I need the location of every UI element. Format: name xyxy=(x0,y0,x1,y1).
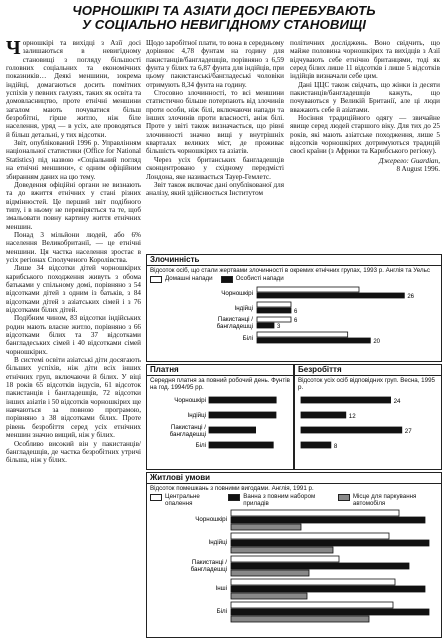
category-label: Пакистанці / xyxy=(191,559,227,566)
paragraph: Чорношкірі та вихідці з Азії досі залишаються в невигідному становищі з погляду більшості головних соціальних та економічних показників… Деякі меншини, зокрема індійці, домагаються досить помітних успіхів у певних галузях, таких як освіта та домовласництво, проте етнічні меншини загалом мають почуватися більш безробітні, гірше житло, ніж біле населення, уряд — в усіх, але проводяться й більш детальні, у тих відсотки. xyxy=(6,37,141,139)
legend-item: Місце для паркування автомобіля xyxy=(338,493,438,507)
housing-bar xyxy=(231,540,429,546)
housing-bar xyxy=(231,510,399,516)
paragraph: політичних досліджень. Воно свідчить, що майже половина чорношкірих та вихідців з Азії відчувають себе етнічно британцями, тоді як серед білих лише 11 відсотків і лише 5 відсотків індійців визначали себе цим. xyxy=(290,39,440,81)
category-label: Білі xyxy=(216,608,227,615)
crime-bar xyxy=(257,308,291,313)
crime-bar xyxy=(257,317,291,322)
paragraph: Подібним чином, 83 відсотки індійських родин мають власне житло, порівняно з 66 відсотками білих та 37 відсотками бангладеських сімей і 40 відсотками сімей чорношкірих. xyxy=(6,314,141,356)
housing-bar xyxy=(231,533,389,539)
category-label: Індійці xyxy=(234,305,253,312)
crime-bar xyxy=(257,332,348,337)
housing-bar xyxy=(231,616,369,622)
unemployment-chart-subtitle: Відсоток усіх осіб відповідних груп. Весна, 1995 р. xyxy=(298,377,435,391)
crime-chart-title: Злочинність xyxy=(147,255,441,266)
category-label: Пакистанці / xyxy=(170,424,206,431)
housing-chart-box xyxy=(146,472,442,638)
crime-chart-subtitle: Відсоток осіб, що стали жертвами злочинності в окремих етнічних групах, 1993 р. Англія та Уельс xyxy=(150,267,430,274)
housing-bar xyxy=(231,517,425,523)
unemployment-chart-title: Безробіття xyxy=(295,365,441,376)
legend-item: Ванна з повним набором приладів xyxy=(228,493,330,507)
article-column-3 xyxy=(290,39,440,174)
unemployment-bar xyxy=(301,412,346,418)
paragraph: Дані ЦЦС також свідчать, що жінки із десяти пакистанців/бангладешців кажуть, що почуваються у Великій Британії, але ці люди вважають себе й азіатами. xyxy=(290,80,440,114)
unemployment-bar xyxy=(301,427,402,433)
unemployment-chart-box xyxy=(294,364,442,470)
housing-chart-legend xyxy=(147,493,441,507)
category-label: Індійці xyxy=(187,412,206,419)
paragraph: Доведення офіційні органи не визнають та до вжиття етнічних у стані різних відмінностей. Це перший звіт подібного типу, і в ньому не перевіряється та те, щоб змальовати повну картину життя етнічних меншин. xyxy=(6,180,141,231)
housing-chart-title: Житлові умови xyxy=(147,473,441,484)
crime-bar xyxy=(257,293,404,298)
paragraph: Через усіх британських бангладешців сконцентровано у східному передмісті Лондона, яке називається Тауер-Гемлетс. xyxy=(146,155,284,181)
pay-chart-box xyxy=(146,364,294,470)
category-label: бангладешці xyxy=(190,566,227,573)
paragraph: Звіт також включає дані опублікованої для аналізу, який здійснюється Інститутом xyxy=(146,180,284,198)
paragraph: Лише 34 відсотки дітей чорношкірих карибського походження живуть з обома батьками у спільному домі, порівняно з 54 відсотками дітей з одним із батьків, з 84 відсотками дітей з азіатських сімей і з 76 відсотками білих дітей. xyxy=(6,264,141,314)
drop-cap: Ч xyxy=(6,37,21,59)
crime-bar xyxy=(257,302,291,307)
category-label: Білі xyxy=(195,442,206,449)
pay-bar xyxy=(209,412,276,418)
crime-bar xyxy=(257,338,370,343)
category-label: бангладешці xyxy=(169,431,206,438)
legend-swatch-filled xyxy=(221,276,233,283)
bar-value-label: 20 xyxy=(373,339,381,345)
crime-bar xyxy=(257,287,359,292)
legend-item: Особисті напади xyxy=(221,275,284,283)
bar-value-label: 27 xyxy=(404,428,412,435)
paragraph: Понад 3 мільйони людей, або 6% населення Великобританії, — це етнічні меншини. Ця частка населення зростає в усіх регіонах Сполученого Королівства. xyxy=(6,230,141,264)
crime-chart-box xyxy=(146,254,442,362)
category-label: Білі xyxy=(242,335,253,342)
paragraph: Щодо заробітної плати, то вона в середньому дорівнює 4,78 фунтам на годину для пакистанців/бангладешців, порівняно з 6,59 фунта у білих та 6,87 фунта для індійців, при цьому пакистанські/бангладеські чоловіки отримують 8,34 фунта на годину. xyxy=(146,39,284,89)
paragraph: В системі освіти азіатські діти досягають більших успіхів, ніж діти всіх інших етнічних груп, включаючи й білих. У віці 18 років 65 відсотків індусів, 61 відсоток пакистанців і бангладешців, 72 відсотки інших азіатів і 50 відсотків чорношкірих ще навчаються за повною програмою, порівняно з 38 відсотками білих. Проте рівень безробіття серед усіх етнічних меншин значно вищий, ніж у білих. xyxy=(6,356,141,440)
housing-bar xyxy=(231,586,425,592)
legend-swatch-grey xyxy=(338,494,350,501)
pay-bar xyxy=(209,397,276,403)
legend-swatch-open xyxy=(150,276,162,283)
unemployment-bar xyxy=(301,397,391,403)
housing-bar xyxy=(231,563,409,569)
housing-bar xyxy=(231,524,301,530)
housing-bar xyxy=(231,593,307,599)
category-label: Інші xyxy=(215,585,227,592)
paragraph: Звіт, опублікований 1996 р. Управлінням національної статистики (Office for National Statistics) під назвою «Соціальний погляд на етнічні меншини», є одним офіційним збиранням даних на цю тему. xyxy=(6,139,141,181)
housing-chart-svg xyxy=(147,507,441,629)
category-label: Індійці xyxy=(208,539,227,546)
unemployment-bar xyxy=(301,442,331,448)
category-label: Чорношкірі xyxy=(221,290,253,297)
pay-bar xyxy=(209,427,256,433)
bar-value-label: 8 xyxy=(333,443,338,450)
bar-value-label: 26 xyxy=(407,294,415,300)
headline-line-2: У СОЦІАЛЬНО НЕВИГІДНОМУ СТАНОВИЩІ xyxy=(81,17,367,32)
legend-swatch-open xyxy=(150,494,162,501)
crime-chart-legend xyxy=(147,275,441,283)
article-headline xyxy=(10,4,438,32)
pay-chart-svg xyxy=(147,392,293,460)
legend-item: Центральне опалення xyxy=(150,493,220,507)
pay-chart-subtitle: Середня платня за повний робочий день. Фунтів на год. 1994/95 рр. xyxy=(150,377,290,391)
source-date: 8 August 1996. xyxy=(396,165,440,174)
paragraph: Особливо високий він у пакистанців/бангладешців, де частка безробітних утричі більша, ніж у білих. xyxy=(6,439,141,465)
category-label: бангладешці xyxy=(216,323,253,330)
crime-bar xyxy=(257,323,274,328)
housing-bar xyxy=(231,547,333,553)
housing-bar xyxy=(231,602,393,608)
category-label: Чорношкірі xyxy=(195,516,227,523)
headline-line-1: ЧОРНОШКІРІ ТА АЗІАТИ ДОСІ ПЕРЕБУВАЮТЬ xyxy=(72,3,376,18)
category-label: Пакистанці / xyxy=(217,316,253,323)
bar-value-label: 3 xyxy=(277,324,281,330)
bar-value-label: 6 xyxy=(294,309,298,315)
housing-bar xyxy=(231,570,309,576)
housing-bar xyxy=(231,579,395,585)
bar-value-label: 6 xyxy=(294,318,298,324)
bar-value-label: 12 xyxy=(348,413,356,420)
legend-swatch-filled xyxy=(228,494,240,501)
legend-item: Домашні напади xyxy=(150,275,213,283)
bar-value-label: 24 xyxy=(393,398,401,405)
pay-chart-title: Платня xyxy=(147,365,293,376)
article-column-1 xyxy=(6,39,141,465)
crime-chart-svg xyxy=(147,283,441,349)
article-column-2 xyxy=(146,39,284,198)
pay-bar xyxy=(209,442,273,448)
housing-bar xyxy=(231,556,339,562)
paragraph: Стосовно злочинності, то всі меншини статистично більше потерпають від злочинів проти особи, ніж білі, включаючи напади та інших злочинів проти власності, аніж білі. Проте у звіті також визначається, що рівні злочинності значно вищі у внутрішніх кварталах великих міст, де проживає більшість чорношкірих та азіатів. xyxy=(146,89,284,156)
housing-chart-subtitle: Відсоток помешкань з повними вигодами. Англія, 1991 р. xyxy=(150,485,314,492)
source-signature: Джерело: Guardian, xyxy=(378,156,440,165)
paragraph: Носіння традиційного одягу — звичайне явище серед людей старшого віку. Для тих до 25 років, які мають азіатське походження, лише 5 відсотків чорношкірих дотримуються традицій своєї країни (з Африки та Карибського регіону). xyxy=(290,114,440,156)
unemployment-chart-svg xyxy=(295,392,441,460)
category-label: Чорношкірі xyxy=(174,397,206,404)
housing-bar xyxy=(231,609,429,615)
